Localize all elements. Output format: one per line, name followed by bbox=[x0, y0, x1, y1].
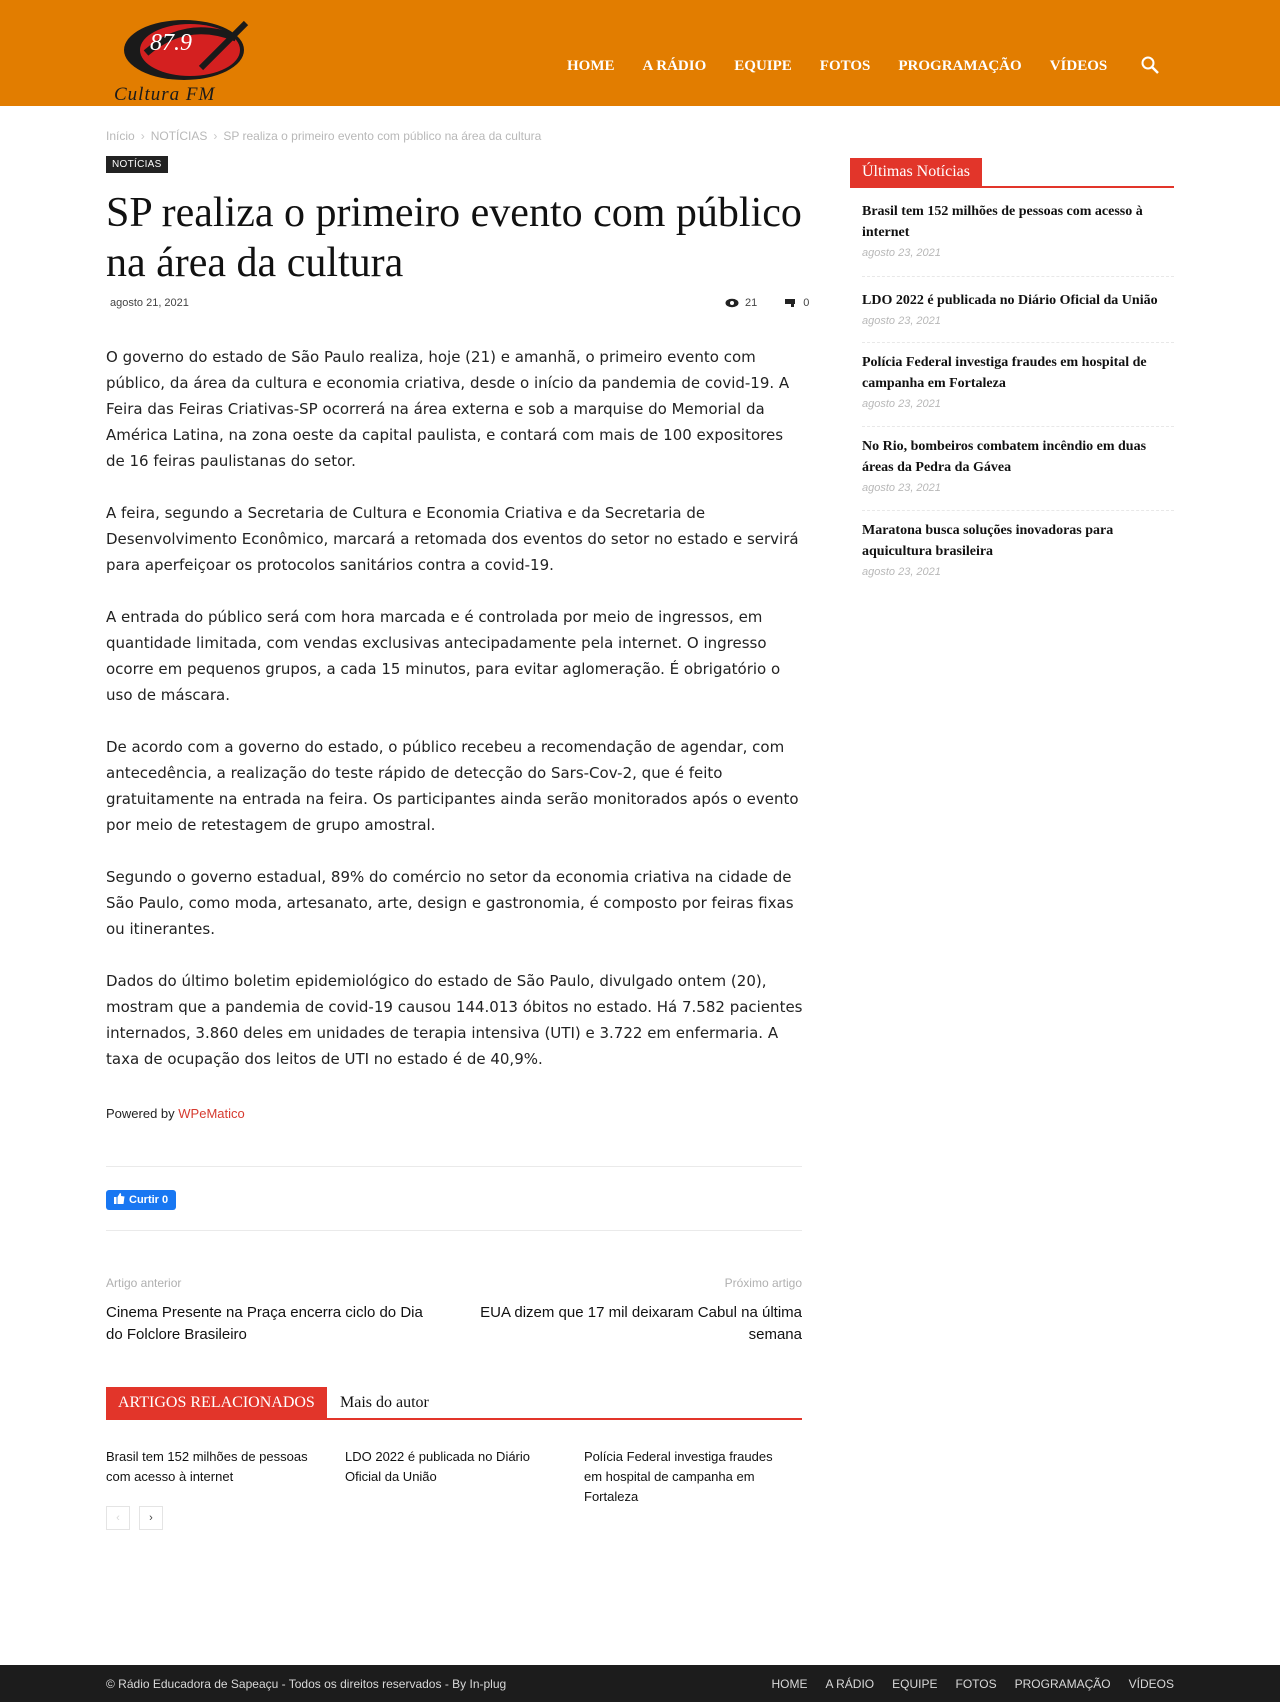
sidebar-news-title[interactable]: No Rio, bombeiros combatem incêndio em duas áreas da Pedra da Gávea bbox=[862, 439, 1147, 475]
sidebar-news-item[interactable] bbox=[862, 436, 1174, 494]
article-stats bbox=[725, 297, 809, 309]
nav-fotos[interactable]: FOTOS bbox=[819, 58, 871, 74]
article-paragraph: A feira, segundo a Secretaria de Cultura e Economia Criativa e da Secretaria de Desenvolvimento Econômico, marcará a retomada dos eventos do setor no estado e servirá para aperfeiçoar os protocolos sanitários contra a covid-19. bbox=[106, 504, 799, 574]
comments-count[interactable]: 0 bbox=[803, 297, 810, 309]
article-body bbox=[106, 344, 806, 1098]
breadcrumb-current: SP realiza o primeiro evento com público na área da cultura bbox=[223, 129, 542, 143]
sidebar-news-title[interactable]: Maratona busca soluções inovadoras para aquicultura brasileira bbox=[862, 523, 1114, 559]
article-paragraph: Segundo o governo estadual, 89% do comércio no setor da economia criativa na cidade de São Paulo, como moda, artesanato, arte, design e gastronomia, é composto por feiras fixas ou itinerantes. bbox=[106, 868, 794, 938]
powered-prefix: Powered by bbox=[106, 1106, 175, 1121]
article-paragraph: O governo do estado de São Paulo realiza, hoje (21) e amanhã, o primeiro evento com público, da área da cultura e economia criativa, desde o início da pandemia de covid-19. A Feira das Feiras Criativas-SP ocorrerá na área externa e sob a marquise do Memorial da América Latina, na zona oeste da capital paulista, e contará com mais de 100 expositores de 16 feiras paulistanas do setor. bbox=[106, 348, 790, 470]
article-date: agosto 21, 2021 bbox=[110, 297, 189, 309]
wpematico-link[interactable]: WPeMatico bbox=[178, 1106, 245, 1121]
sidebar-news-item[interactable] bbox=[862, 290, 1174, 327]
tab-more-from-author[interactable]: Mais do autor bbox=[340, 1394, 429, 1411]
sidebar-heading-label: Últimas Notícias bbox=[850, 158, 982, 186]
search-icon[interactable] bbox=[1140, 55, 1160, 75]
thumbs-up-icon bbox=[114, 1193, 125, 1207]
breadcrumb-separator: › bbox=[213, 129, 218, 143]
sidebar-news-date: agosto 23, 2021 bbox=[862, 398, 941, 410]
article-paragraph: Dados do último boletim epidemiológico do estado de São Paulo, divulgado ontem (20), mostram que a pandemia de covid-19 causou 144.013 óbitos no estado. Há 7.582 pacientes internados, 3.860 deles em unidades de terapia intensiva (UTI) e 3.722 em enfermaria. A taxa de ocupação dos leitos de UTI no estado é de 40,9%. bbox=[106, 972, 803, 1068]
sidebar-news-date: agosto 23, 2021 bbox=[862, 247, 941, 259]
next-article-label: Próximo artigo bbox=[724, 1276, 802, 1290]
sidebar-news-title[interactable]: Polícia Federal investiga fraudes em hospital de campanha em Fortaleza bbox=[862, 355, 1147, 391]
related-prev-button[interactable]: ‹ bbox=[106, 1506, 130, 1530]
like-label: Curtir 0 bbox=[129, 1194, 169, 1206]
sidebar-heading bbox=[850, 158, 1174, 188]
related-tabs bbox=[106, 1387, 802, 1420]
sidebar-separator bbox=[862, 276, 1174, 277]
sidebar-separator bbox=[862, 426, 1174, 427]
nav-home[interactable]: HOME bbox=[567, 58, 615, 74]
related-item[interactable]: LDO 2022 é publicada no Diário Oficial da União bbox=[345, 1449, 531, 1484]
divider bbox=[106, 1166, 802, 1167]
site-header bbox=[0, 0, 1280, 106]
eye-icon bbox=[725, 298, 739, 308]
sidebar-news-title[interactable]: LDO 2022 é publicada no Diário Oficial da União bbox=[862, 293, 1158, 308]
logo-number: 87.9 bbox=[150, 30, 192, 56]
powered-by bbox=[106, 1106, 245, 1121]
views-count: 21 bbox=[745, 297, 758, 309]
footer-copyright: © Rádio Educadora de Sapeaçu - Todos os direitos reservados - By In-plug bbox=[106, 1677, 507, 1691]
breadcrumb-category[interactable]: NOTÍCIAS bbox=[150, 129, 208, 143]
site-logo[interactable] bbox=[106, 8, 270, 104]
nav-a-radio[interactable]: A RÁDIO bbox=[642, 58, 707, 74]
prev-article-link[interactable]: Cinema Presente na Praça encerra ciclo do Dia do Folclore Brasileiro bbox=[106, 1304, 423, 1343]
nav-videos[interactable]: VÍDEOS bbox=[1049, 58, 1108, 74]
tab-related-articles[interactable]: ARTIGOS RELACIONADOS bbox=[106, 1387, 327, 1418]
sidebar-news-title[interactable]: Brasil tem 152 milhões de pessoas com acesso à internet bbox=[862, 204, 1143, 240]
logo-name: Cultura FM bbox=[114, 84, 216, 105]
nav-equipe[interactable]: EQUIPE bbox=[734, 58, 792, 74]
footer-nav-programacao[interactable]: PROGRAMAÇÃO bbox=[1014, 1677, 1111, 1691]
article-paragraph: A entrada do público será com hora marcada e é controlada por meio de ingressos, em quantidade limitada, com vendas exclusivas antecipadamente pela internet. O ingresso ocorre em pequenos grupos, a cada 15 minutos, para evitar aglomeração. É obrigatório o uso de máscara. bbox=[106, 608, 781, 704]
prev-article-label: Artigo anterior bbox=[106, 1276, 182, 1290]
sidebar-news-item[interactable] bbox=[862, 201, 1174, 259]
footer-nav-videos[interactable]: VÍDEOS bbox=[1128, 1677, 1174, 1691]
breadcrumb-home[interactable]: Início bbox=[106, 129, 135, 143]
sidebar-news-date: agosto 23, 2021 bbox=[862, 482, 941, 494]
site-footer bbox=[0, 1665, 1280, 1702]
footer-nav-equipe[interactable]: EQUIPE bbox=[892, 1677, 938, 1691]
comment-icon[interactable] bbox=[785, 298, 797, 308]
breadcrumb bbox=[106, 129, 541, 143]
divider bbox=[106, 1230, 802, 1231]
related-item[interactable]: Brasil tem 152 milhões de pessoas com acesso à internet bbox=[106, 1449, 308, 1484]
next-article-link[interactable]: EUA dizem que 17 mil deixaram Cabul na última semana bbox=[480, 1304, 802, 1343]
footer-nav-home[interactable]: HOME bbox=[771, 1677, 808, 1691]
related-next-button[interactable]: › bbox=[139, 1506, 163, 1530]
sidebar-news-date: agosto 23, 2021 bbox=[862, 315, 941, 327]
footer-nav-fotos[interactable]: FOTOS bbox=[955, 1677, 997, 1691]
nav-programacao[interactable]: PROGRAMAÇÃO bbox=[898, 58, 1022, 74]
sidebar-news-item[interactable] bbox=[862, 520, 1174, 578]
article-title: SP realiza o primeiro evento com público na área da cultura bbox=[106, 190, 802, 286]
sidebar-news-item[interactable] bbox=[862, 352, 1174, 410]
article-paragraph: De acordo com a governo do estado, o público recebeu a recomendação de agendar, com antecedência, a realização do teste rápido de detecção do Sars-Cov-2, que é feito gratuitamente na entrada na feira. Os participantes ainda serão monitorados após o evento por meio de retestagem de grupo amostral. bbox=[106, 738, 799, 834]
sidebar-separator bbox=[862, 510, 1174, 511]
main-nav bbox=[567, 58, 1135, 75]
related-item[interactable]: Polícia Federal investiga fraudes em hospital de campanha em Fortaleza bbox=[584, 1449, 773, 1504]
category-badge[interactable]: NOTÍCIAS bbox=[106, 156, 168, 173]
breadcrumb-separator: › bbox=[140, 129, 145, 143]
sidebar-news-date: agosto 23, 2021 bbox=[862, 566, 941, 578]
footer-nav bbox=[771, 1677, 1174, 1691]
footer-nav-a-radio[interactable]: A RÁDIO bbox=[825, 1677, 875, 1691]
facebook-like-button[interactable] bbox=[106, 1190, 176, 1210]
sidebar-separator bbox=[862, 342, 1174, 343]
